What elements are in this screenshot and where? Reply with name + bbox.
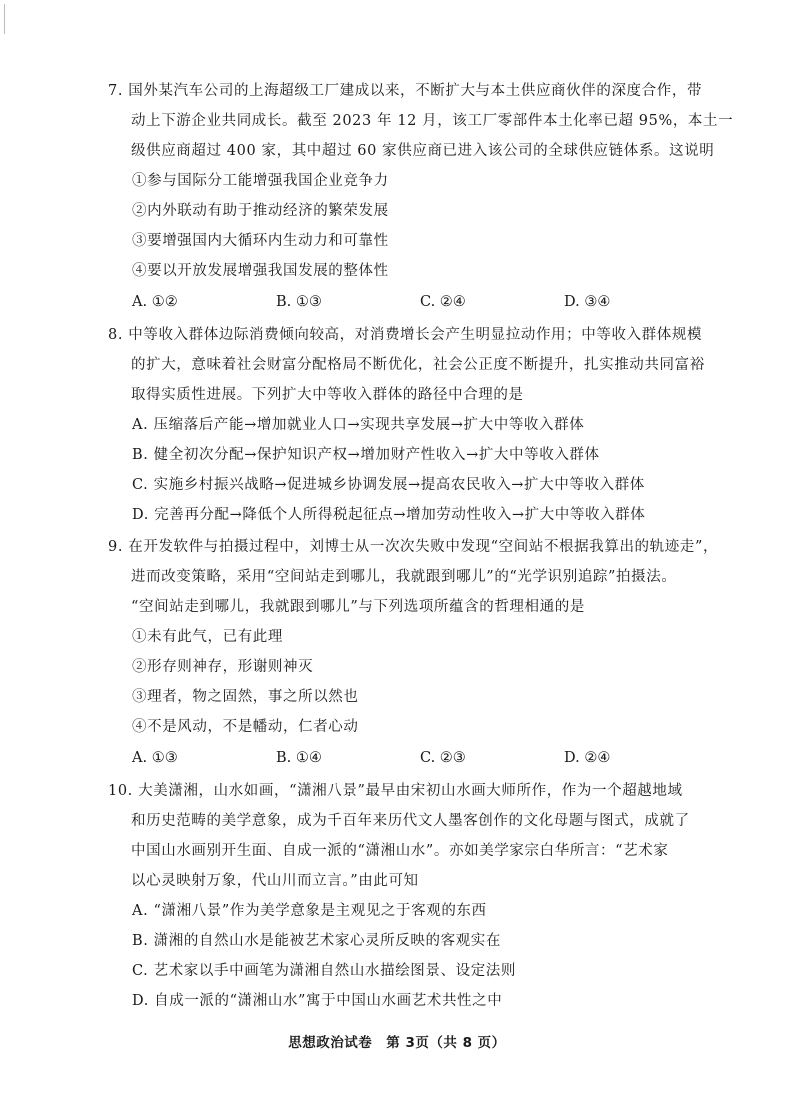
page-footer: 思想政治试卷 第 3页（共 8 页）: [288, 1035, 506, 1051]
q8-option-c: C. 实施乡村振兴战略→促进城乡协调发展→提高农民收入→扩大中等收入群体: [132, 477, 645, 493]
q9-choice-d: D. ②④: [564, 750, 611, 766]
q9-stem-line-1: 9. 在开发软件与拍摄过程中，刘博士从一次次失败中发现“空间站不根据我算出的轨迹走”，: [108, 539, 719, 555]
q9-stem-line-3: “空间站走到哪儿，我就跟到哪儿”与下列选项所蕴含的哲理相通的是: [131, 599, 585, 615]
q7-choice-d: D. ③④: [564, 294, 611, 310]
q7-statement-1: ①参与国际分工能增强我国企业竞争力: [132, 173, 389, 189]
q9-statement-4: ④不是风动，不是幡动，仁者心动: [132, 719, 359, 735]
q7-statement-3: ③要增强国内大循环内生动力和可靠性: [132, 233, 389, 249]
q9-choice-c: C. ②③: [420, 750, 466, 766]
q10-stem-line-3: 中国山水画别开生面、自成一派的“潇湘山水”。亦如美学家宗白华所言：“艺术家: [131, 843, 669, 859]
q9-statement-3: ③理者，物之固然，事之所以然也: [132, 689, 359, 705]
q9-statement-1: ①未有此气，已有此理: [132, 629, 283, 645]
q8-option-d: D. 完善再分配→降低个人所得税起征点→增加劳动性收入→扩大中等收入群体: [132, 507, 646, 523]
q10-stem-line-1: 10. 大美潇湘，山水如画，“潇湘八景”最早由宋初山水画大师所作，作为一个超越地域: [108, 783, 683, 799]
q9-stem-line-2: 进而改变策略，采用“空间站走到哪儿，我就跟到哪儿”的“光学识别追踪”拍摄法。: [131, 569, 677, 585]
q8-stem-line-1: 8. 中等收入群体边际消费倾向较高，对消费增长会产生明显拉动作用；中等收入群体规模: [108, 327, 703, 343]
q10-option-c: C. 艺术家以手中画笔为潇湘自然山水描绘图景、设定法则: [132, 963, 516, 979]
q10-stem-line-4: 以心灵映射万象，代山川而立言。”由此可知: [131, 873, 419, 889]
q7-stem-line-1: 7. 国外某汽车公司的上海超级工厂建成以来，不断扩大与本土供应商伙伴的深度合作，带: [108, 83, 703, 99]
q9-choice-b: B. ①④: [276, 750, 322, 766]
q9-statement-2: ②形存则神存，形谢则神灭: [132, 659, 314, 675]
question-7: [108, 76, 734, 318]
q7-choices: [108, 286, 708, 318]
q9-choice-a: A. ①③: [132, 750, 178, 766]
q8-option-a: A. 压缩落后产能→增加就业人口→实现共享发展→扩大中等收入群体: [132, 417, 585, 433]
q8-stem-line-2: 的扩大，意味着社会财富分配格局不断优化，社会公正度不断提升，扎实推动共同富裕: [131, 357, 705, 373]
question-10: [108, 776, 708, 1016]
questions-area: [108, 76, 734, 1018]
q9-choices: [108, 742, 708, 774]
q8-option-b: B. 健全初次分配→保护知识产权→增加财产性收入→扩大中等收入群体: [132, 447, 600, 463]
q10-option-d: D. 自成一派的“潇湘山水”寓于中国山水画艺术共性之中: [132, 993, 503, 1009]
question-8: [108, 320, 708, 530]
q7-statement-4: ④要以开放发展增强我国发展的整体性: [132, 263, 389, 279]
q7-stem-line-2: 动上下游企业共同成长。截至 2023 年 12 月，该工厂零部件本土化率已超 95%，本土一: [131, 113, 734, 129]
binding-margin-mark: [4, 4, 15, 34]
q10-stem-line-2: 和历史范畴的美学意象，成为千百年来历代文人墨客创作的文化母题与图式，成就了: [131, 813, 690, 829]
q7-stem-line-3: 级供应商超过 400 家，其中超过 60 家供应商已进入该公司的全球供应链体系。这说明: [131, 143, 715, 159]
q7-choice-c: C. ②④: [420, 294, 466, 310]
q7-choice-b: B. ①③: [276, 294, 322, 310]
q10-option-b: B. 潇湘的自然山水是能被艺术家心灵所反映的客观实在: [132, 933, 501, 949]
question-9: [108, 532, 719, 774]
q10-option-a: A. “潇湘八景”作为美学意象是主观见之于客观的东西: [132, 903, 487, 919]
q7-choice-a: A. ①②: [132, 294, 178, 310]
q7-statement-2: ②内外联动有助于推动经济的繁荣发展: [132, 203, 389, 219]
q8-stem-line-3: 取得实质性进展。下列扩大中等收入群体的路径中合理的是: [131, 387, 524, 403]
